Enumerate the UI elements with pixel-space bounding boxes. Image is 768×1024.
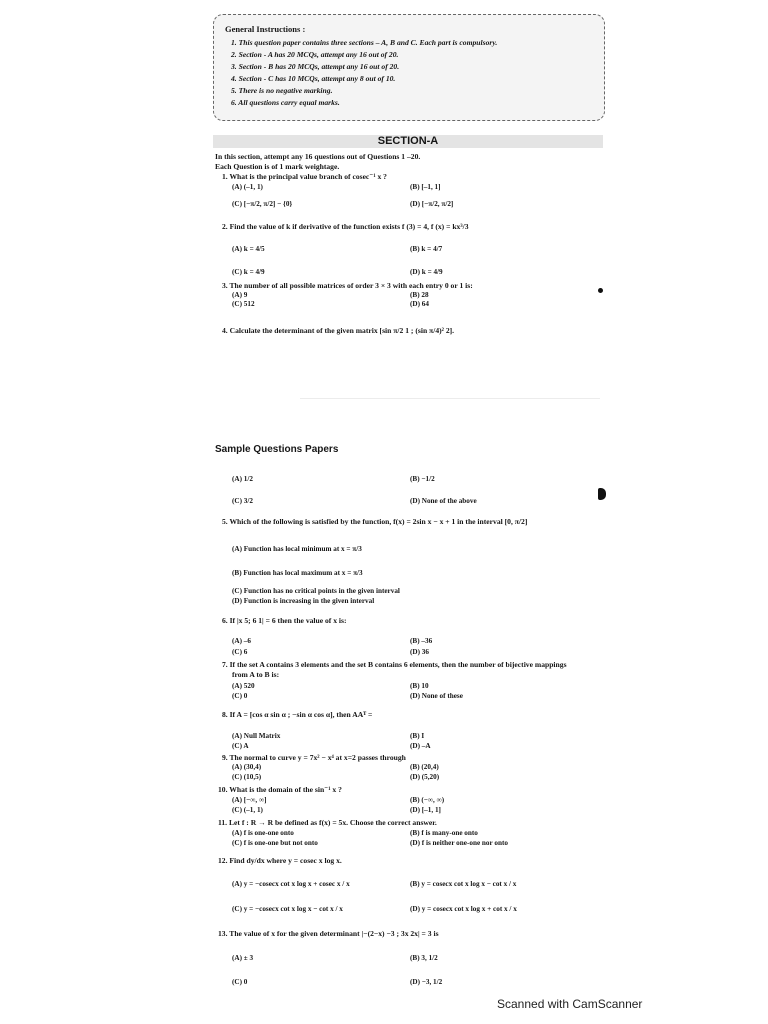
instruction-item: 5. There is no negative marking.	[231, 86, 333, 95]
q11-option-b: (B) f is many-one onto	[410, 829, 478, 837]
q6-option-d: (D) 36	[410, 648, 429, 656]
q1-option-b: (B) [–1, 1]	[410, 183, 441, 191]
q13-option-c: (C) 0	[232, 978, 248, 986]
q4-option-c: (C) 3/2	[232, 497, 253, 505]
question-4: 4. Calculate the determinant of the given matrix [sin π/2 1 ; (sin π/4)² 2].	[222, 326, 455, 335]
instruction-item: 4. Section - C has 10 MCQs, attempt any 8 out of 10.	[231, 74, 396, 83]
q2-option-b: (B) k = 4/7	[410, 245, 443, 253]
q3-option-a: (A) 9	[232, 291, 248, 299]
q3-option-d: (D) 64	[410, 300, 429, 308]
question-7-cont: from A to B is:	[232, 670, 280, 679]
q7-option-b: (B) 10	[410, 682, 429, 690]
general-instructions-box	[213, 14, 605, 121]
q12-option-a: (A) y = −cosecx cot x log x + cosec x / x	[232, 880, 350, 888]
instruction-item: 1. This question paper contains three sections – A, B and C. Each part is compulsory.	[231, 38, 498, 47]
q8-option-d: (D) –A	[410, 742, 431, 750]
section-intro: In this section, attempt any 16 questions out of Questions 1 –20.	[215, 152, 421, 161]
q13-option-b: (B) 3, 1/2	[410, 954, 438, 962]
question-2: 2. Find the value of k if derivative of the function exists f (3) = 4, f (x) = kx³/3	[222, 222, 469, 231]
q3-option-c: (C) 512	[232, 300, 255, 308]
q12-option-d: (D) y = cosecx cot x log x + cot x / x	[410, 905, 517, 913]
q4-option-b: (B) −1/2	[410, 475, 435, 483]
instruction-item: 2. Section - A has 20 MCQs, attempt any 16 out of 20.	[231, 50, 399, 59]
q7-option-c: (C) 0	[232, 692, 248, 700]
q1-option-d: (D) [−π/2, π/2]	[410, 200, 454, 208]
q9-option-c: (C) (10,5)	[232, 773, 262, 781]
q4-option-d: (D) None of the above	[410, 497, 477, 505]
q10-option-d: (D) [–1, 1]	[410, 806, 441, 814]
instruction-item: 6. All questions carry equal marks.	[231, 98, 340, 107]
instructions-title: General Instructions :	[225, 24, 306, 34]
q10-option-a: (A) [−∞, ∞]	[232, 796, 267, 804]
q10-option-b: (B) (−∞, ∞)	[410, 796, 445, 804]
question-10: 10. What is the domain of the sin⁻¹ x ?	[218, 785, 342, 794]
instruction-item: 3. Section - B has 20 MCQs, attempt any 16 out of 20.	[231, 62, 400, 71]
q4-option-a: (A) 1/2	[232, 475, 253, 483]
question-13: 13. The value of x for the given determinant |−(2−x) −3 ; 3x 2x| = 3 is	[218, 929, 439, 938]
section-title: SECTION-A	[377, 135, 439, 147]
q11-option-c: (C) f is one-one but not onto	[232, 839, 318, 847]
q9-option-a: (A) (30,4)	[232, 763, 262, 771]
q6-option-c: (C) 6	[232, 648, 248, 656]
question-11: 11. Let f : R → R be defined as f(x) = 5x. Choose the correct answer.	[218, 818, 437, 827]
q5-option-b: (B) Function has local maximum at x = π/3	[232, 569, 363, 577]
q2-option-a: (A) k = 4/5	[232, 245, 265, 253]
q13-option-d: (D) −3, 1/2	[410, 978, 443, 986]
q6-option-a: (A) –6	[232, 637, 251, 645]
question-6: 6. If |x 5; 6 1| = 6 then the value of x is:	[222, 616, 347, 625]
q3-option-b: (B) 28	[410, 291, 429, 299]
q6-option-b: (B) –36	[410, 637, 433, 645]
question-3: 3. The number of all possible matrices of order 3 × 3 with each entry 0 or 1 is:	[222, 281, 473, 290]
q8-option-c: (C) A	[232, 742, 249, 750]
q8-option-b: (B) I	[410, 732, 425, 740]
section-intro: Each Question is of 1 mark weightage.	[215, 162, 340, 171]
q2-option-d: (D) k = 4/9	[410, 268, 443, 276]
question-5: 5. Which of the following is satisfied by the function, f(x) = 2sin x − x + 1 in the interval [0, π/2]	[222, 517, 528, 526]
q5-option-a: (A) Function has local minimum at x = π/3	[232, 545, 362, 553]
q7-option-a: (A) 520	[232, 682, 255, 690]
question-12: 12. Find dy/dx where y = cosec x log x.	[218, 856, 342, 865]
question-8: 8. If A = [cos α sin α ; −sin α cos α], then AAᵀ =	[222, 710, 373, 719]
q12-option-c: (C) y = −cosecx cot x log x − cot x / x	[232, 905, 343, 913]
question-9: 9. The normal to curve y = 7x² − x⁴ at x=2 passes through	[222, 753, 406, 762]
q9-option-d: (D) (5,20)	[410, 773, 440, 781]
q13-option-a: (A) ± 3	[232, 954, 254, 962]
question-7: 7. If the set A contains 3 elements and the set B contains 6 elements, then the number of bijective mappings	[222, 660, 567, 669]
question-1: 1. What is the principal value branch of cosec⁻¹ x ?	[222, 172, 387, 181]
scan-mark	[598, 488, 606, 500]
scan-mark	[598, 288, 603, 293]
scanner-watermark: Scanned with CamScanner	[497, 997, 643, 1011]
q2-option-c: (C) k = 4/9	[232, 268, 265, 276]
page-header: Sample Questions Papers	[215, 444, 339, 455]
q8-option-a: (A) Null Matrix	[232, 732, 281, 740]
q1-option-c: (C) [−π/2, π/2] − {0}	[232, 200, 293, 208]
q1-option-a: (A) (–1, 1)	[232, 183, 263, 191]
q11-option-a: (A) f is one-one onto	[232, 829, 294, 837]
q5-option-c: (C) Function has no critical points in the given interval	[232, 587, 400, 595]
q12-option-b: (B) y = cosecx cot x log x − cot x / x	[410, 880, 517, 888]
q11-option-d: (D) f is neither one-one nor onto	[410, 839, 508, 847]
page-divider	[300, 398, 600, 399]
q7-option-d: (D) None of these	[410, 692, 463, 700]
q5-option-d: (D) Function is increasing in the given interval	[232, 597, 375, 605]
q10-option-c: (C) (–1, 1)	[232, 806, 263, 814]
q9-option-b: (B) (20,4)	[410, 763, 439, 771]
